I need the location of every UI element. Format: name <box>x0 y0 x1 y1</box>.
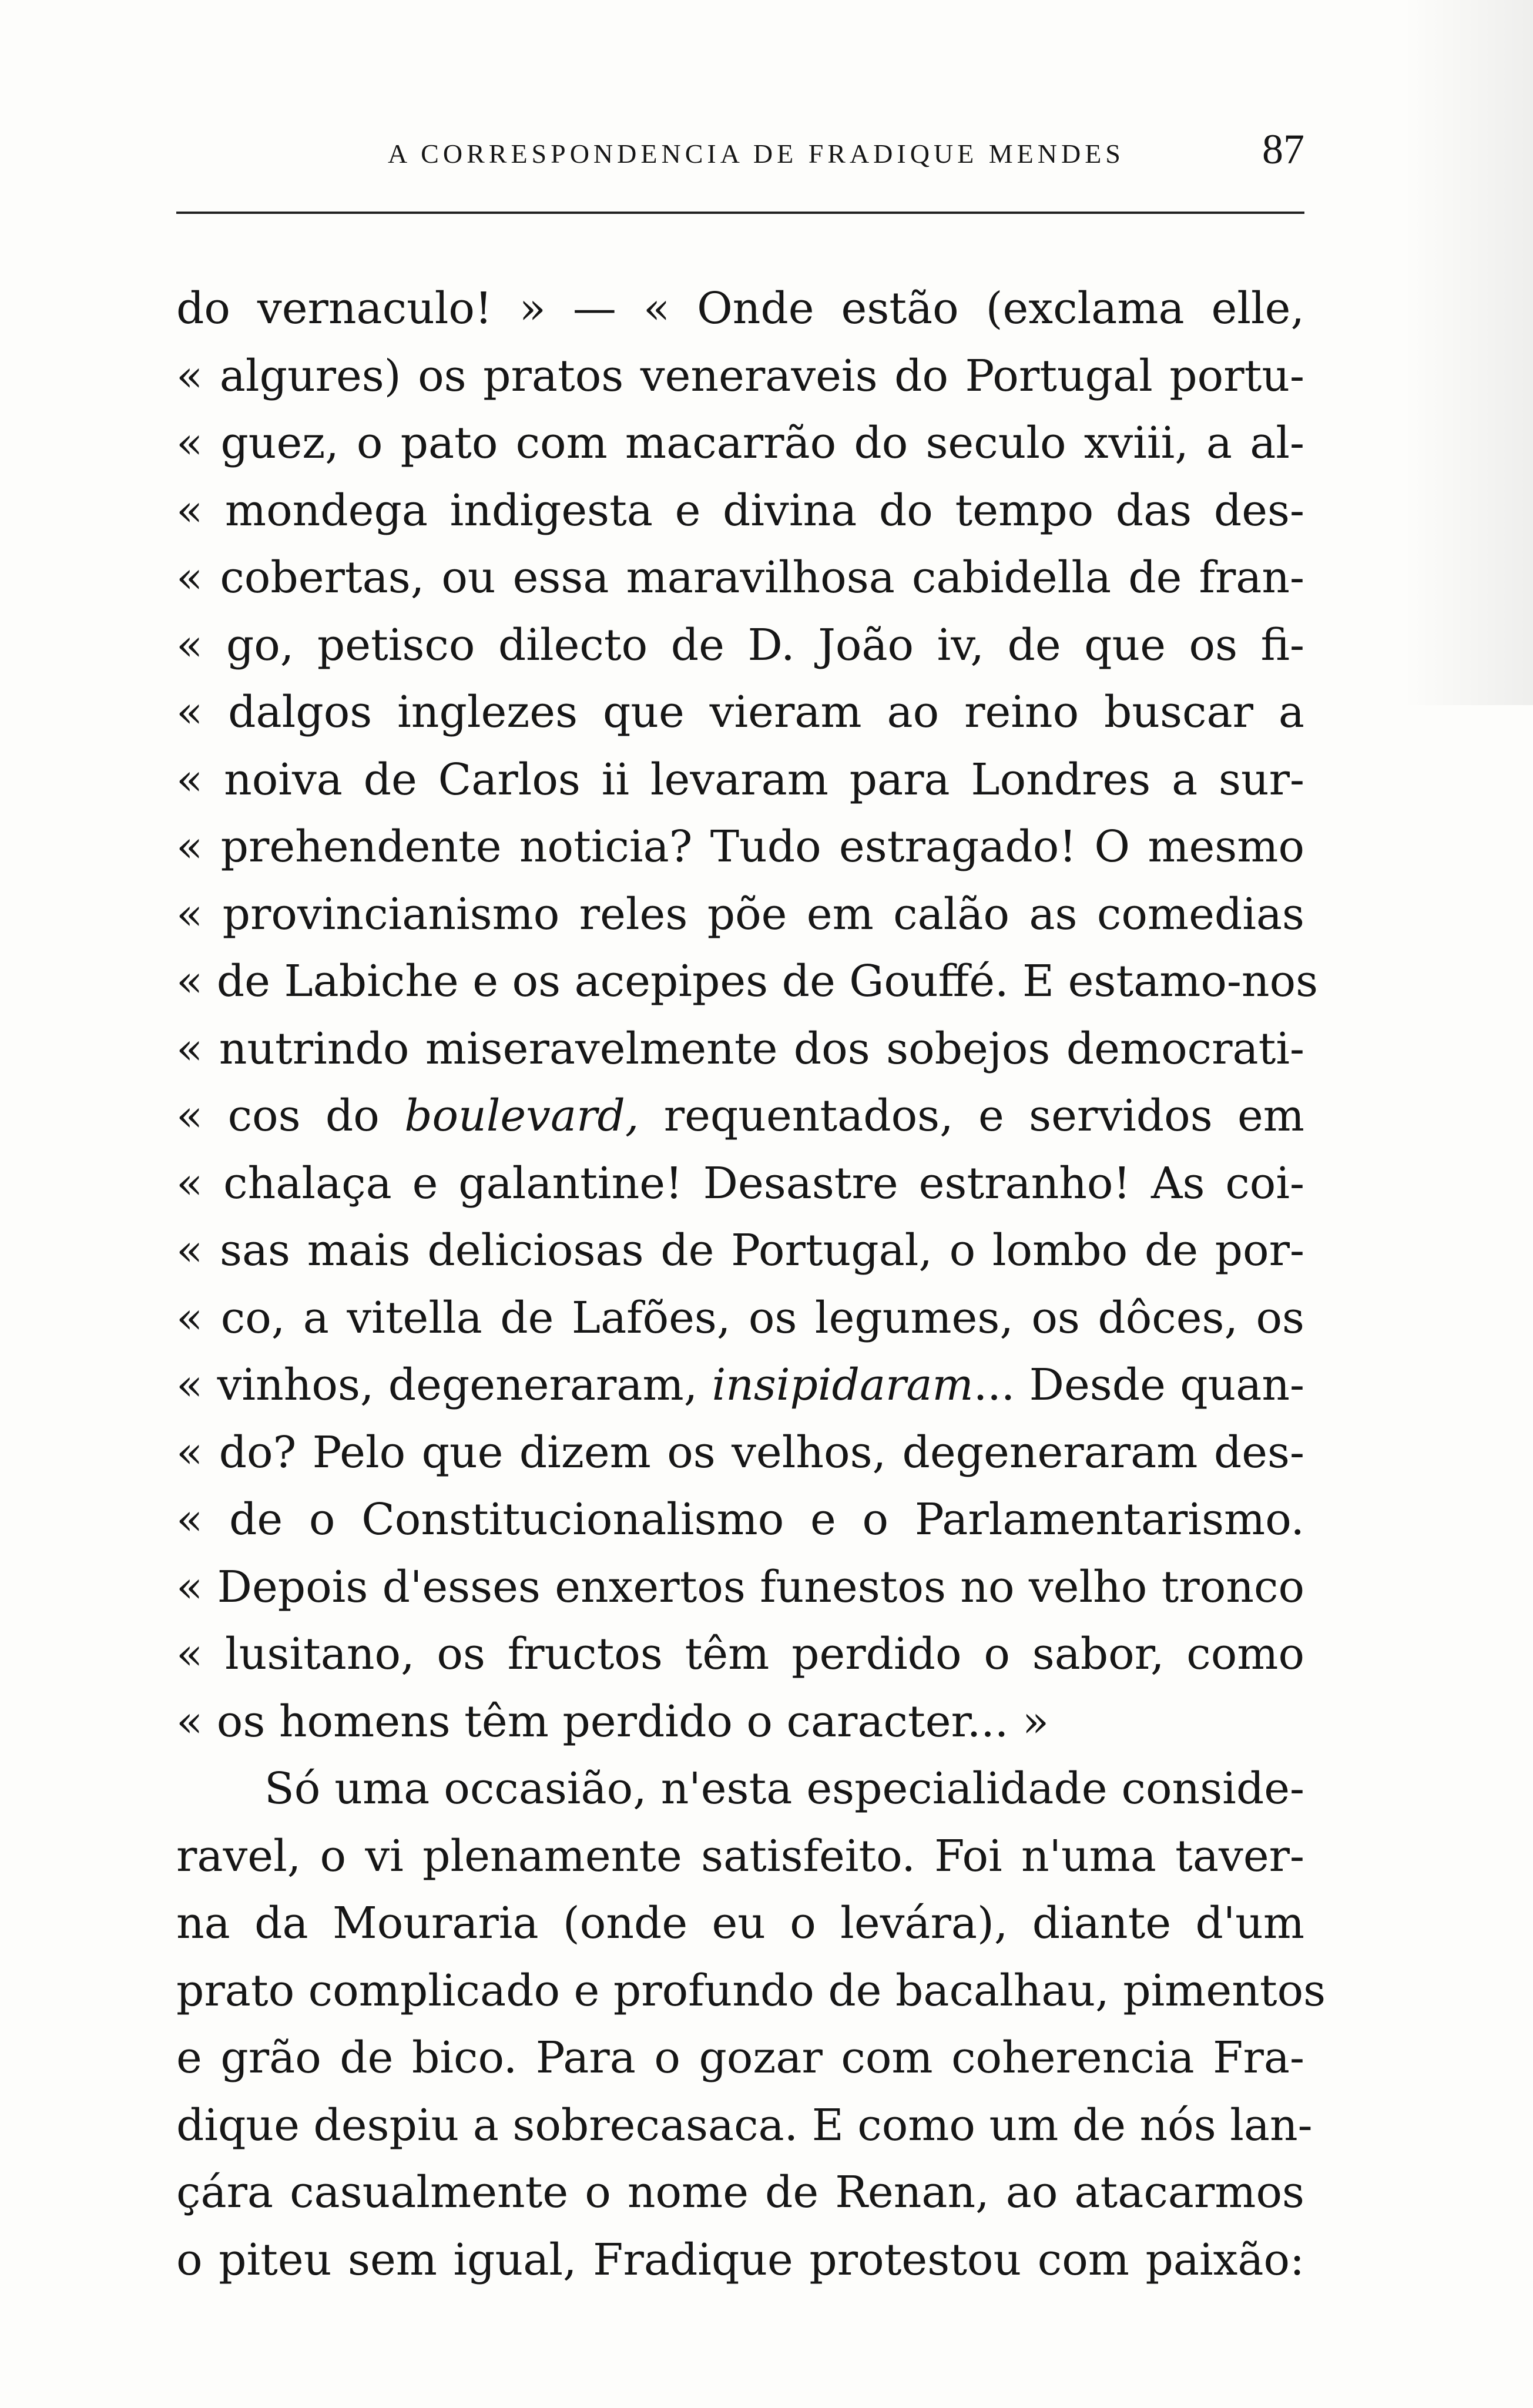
text-segment: « de o Constitucionalismo e o Parlamentarismo. <box>176 1494 1304 1545</box>
text-line <box>176 1015 1304 1083</box>
text-segment: « lusitano, os fructos têm perdido o sabor, como <box>176 1629 1304 1679</box>
page-header <box>176 120 1304 185</box>
text-line <box>176 2159 1304 2226</box>
text-segment: « provincianismo reles põe em calão as comedias <box>176 888 1304 940</box>
text-line <box>176 275 1304 343</box>
text-segment: Só uma occasião, n'esta especialidade conside- <box>264 1763 1304 1814</box>
text-segment: « algures) os pratos veneraveis do Portugal portu- <box>176 350 1304 401</box>
text-segment: « cobertas, ou essa maravilhosa cabidella de fran- <box>176 552 1304 603</box>
header-rule <box>176 212 1304 214</box>
text-segment: « guez, o pato com macarrão do seculo xviii, a al- <box>176 418 1304 468</box>
text-line <box>176 1554 1304 1621</box>
text-segment: « os homens têm perdido o caracter... » <box>176 1696 1049 1747</box>
text-segment: « noiva de Carlos ii levaram para Londres a sur- <box>176 754 1304 805</box>
text-segment: « sas mais deliciosas de Portugal, o lombo de por- <box>176 1225 1304 1276</box>
text-segment: e grão de bico. Para o gozar com coherencia Fra- <box>176 2033 1304 2083</box>
text-line <box>176 2226 1304 2294</box>
text-line <box>176 1082 1304 1150</box>
text-line <box>176 1957 1326 2025</box>
text-line <box>176 2024 1304 2092</box>
text-line <box>176 1823 1304 1890</box>
text-segment: do vernaculo! » — « Onde estão (exclama elle, <box>176 283 1304 334</box>
text-line <box>176 1890 1304 1957</box>
text-line <box>176 813 1304 881</box>
text-segment: « prehendente noticia? Tudo estragado! O mesmo <box>176 821 1304 872</box>
italic-phrase: boulevard, <box>404 1091 639 1141</box>
text-segment: dique despiu a sobrecasaca. E como um de nós lan- <box>176 2100 1313 2151</box>
text-line <box>176 1285 1304 1352</box>
text-segment: « chalaça e galantine! Desastre estranho! As coi- <box>176 1158 1304 1209</box>
text-line <box>176 746 1304 814</box>
text-segment: requentados, e servidos em <box>639 1091 1304 1141</box>
text-segment: « dalgos inglezes que vieram ao reino buscar a <box>176 687 1304 737</box>
text-line <box>176 1486 1304 1554</box>
text-line <box>176 544 1304 612</box>
text-line <box>176 881 1304 948</box>
page-edge-shadow <box>1404 0 1533 705</box>
text-line <box>176 1621 1304 1688</box>
text-segment: « do? Pelo que dizem os velhos, degeneraram des- <box>176 1427 1304 1478</box>
text-segment: « nutrindo miseravelmente dos sobejos democrati- <box>176 1023 1304 1074</box>
text-segment: « go, petisco dilecto de D. João iv, de que os fi- <box>176 619 1304 670</box>
text-line <box>176 1150 1304 1218</box>
text-segment: na da Mouraria (onde eu o levára), diante d'um <box>176 1898 1304 1948</box>
text-segment: « vinhos, degeneraram, <box>176 1360 712 1410</box>
text-segment: ... Desde quan- <box>973 1360 1305 1410</box>
text-line <box>176 948 1319 1015</box>
text-line <box>176 1217 1304 1285</box>
text-line <box>176 1351 1304 1419</box>
text-line <box>176 477 1304 545</box>
text-segment: « Depois d'esses enxertos funestos no velho tronco <box>176 1561 1304 1612</box>
text-segment: o piteu sem igual, Fradique protestou com paixão: <box>176 2234 1304 2285</box>
text-line <box>176 612 1304 679</box>
italic-phrase: insipidaram <box>712 1360 974 1410</box>
text-segment: « co, a vitella de Lafões, os legumes, os dôces, os <box>176 1292 1304 1343</box>
page-number: 87 <box>1262 126 1304 173</box>
text-line <box>176 1419 1304 1487</box>
running-title: A CORRESPONDENCIA DE FRADIQUE MENDES <box>388 139 1125 169</box>
text-segment: « mondega indigesta e divina do tempo das des- <box>176 485 1304 536</box>
text-segment: prato complicado e profundo de bacalhau, pimentos <box>176 1965 1326 2016</box>
text-segment: ravel, o vi plenamente satisfeito. Foi n'uma taver- <box>176 1830 1304 1882</box>
text-line <box>176 343 1304 410</box>
text-segment: « cos do <box>176 1091 405 1141</box>
body-text <box>176 275 1326 2293</box>
text-line <box>176 1688 1304 1756</box>
text-line <box>176 679 1304 746</box>
text-line <box>176 1755 1304 1823</box>
text-segment: « de Labiche e os acepipes de Gouffé. E estamo-nos <box>176 956 1319 1007</box>
text-line <box>176 2092 1313 2159</box>
text-segment: çára casualmente o nome de Renan, ao atacarmos <box>176 2167 1304 2218</box>
text-line <box>176 410 1304 477</box>
